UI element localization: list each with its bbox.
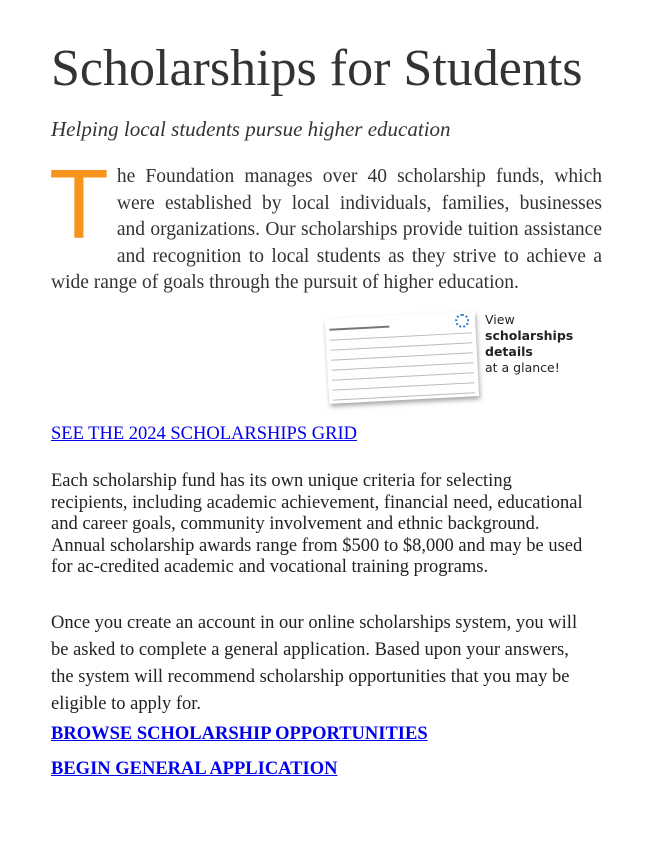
promo-line: scholarships — [485, 328, 574, 343]
foundation-logo-icon — [455, 313, 470, 328]
promo-line: at a glance! — [485, 360, 560, 375]
scholarships-grid-link[interactable]: SEE THE 2024 SCHOLARSHIPS GRID — [51, 424, 357, 444]
promo-line: details — [485, 344, 533, 359]
browse-opportunities-link[interactable]: BROWSE SCHOLARSHIP OPPORTUNITIES — [51, 724, 428, 744]
scholarships-grid-thumbnail[interactable] — [325, 311, 479, 404]
drop-cap: T — [49, 149, 109, 259]
promo-line: View — [485, 312, 515, 327]
scholarships-grid-promo[interactable] — [322, 305, 582, 410]
promo-text — [485, 312, 573, 376]
intro-text: he Foundation manages over 40 scholarship funds, which were established by local individuals, families, businesses and organizations. Our scholarships provide tuition assistance and recognition to local students as they strive to achieve a wide range of goals through the pursuit of higher education. — [51, 166, 602, 293]
criteria-paragraph: Each scholarship fund has its own unique criteria for selecting recipients, including academic achievement, financial need, educational and career goals, community involvement and ethnic background. Annual scholarship awards range from $500 to $8,000 and may be used for ac-credited academic and vocational training programs. — [51, 471, 583, 577]
subtitle: Helping local students pursue higher education — [51, 117, 451, 141]
general-application-link[interactable]: BEGIN GENERAL APPLICATION — [51, 759, 338, 779]
intro-paragraph — [49, 149, 602, 297]
page-title: Scholarships for Students — [51, 40, 583, 97]
account-paragraph: Once you create an account in our online scholarships system, you will be asked to complete a general application. Based upon your answers, the system will recommend scholarship opportunities that you may be eligible to apply for. — [51, 613, 578, 714]
